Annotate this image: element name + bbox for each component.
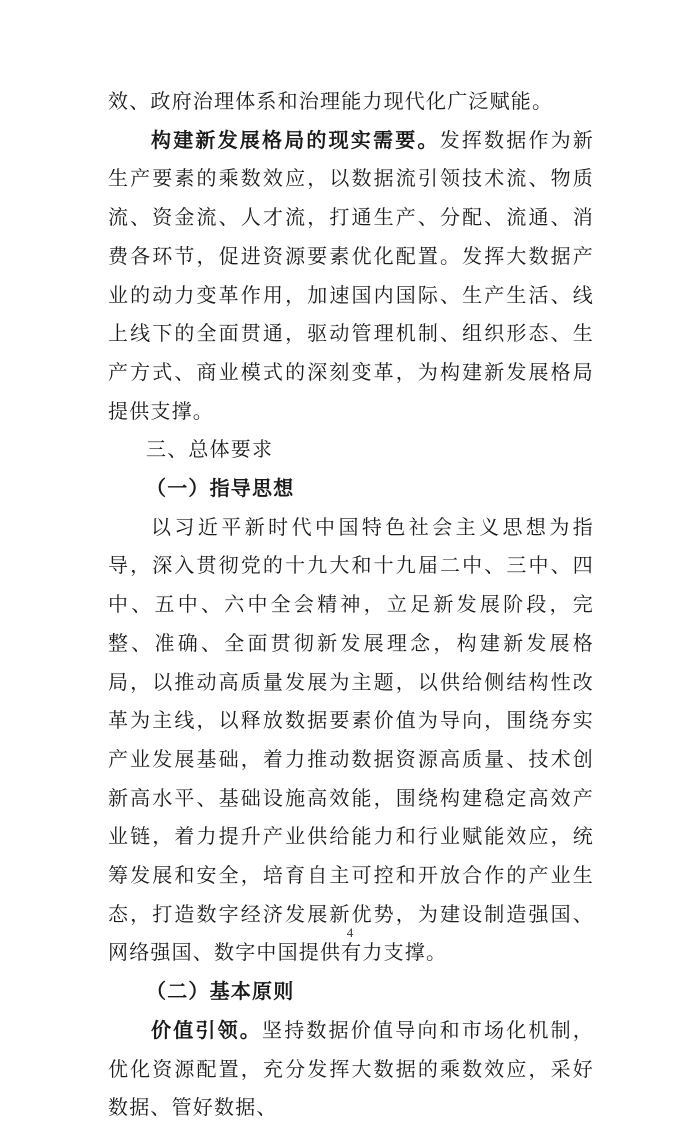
section-heading-overall-requirements: 三、总体要求 xyxy=(146,437,274,462)
paragraph-guiding-ideology: 以习近平新时代中国特色社会主义思想为指导，深入贯彻党的十九大和十九届二中、三中、四中、五中、六中全会精神，立足新发展阶段，完整、准确、全面贯彻新发展理念，构建新发展格局，以推动高质量发展为主题，以供给侧结构性改革为主线，以释放数据要素价值为导向，围绕夯实产业发展基础，着力推动数据资源高质量、技术创新高水平、基础设施高效能，围绕构建稳定高效产业链，着力提升产业供给能力和行业赋能效应，统筹发展和安全，培育自主可控和开放合作的产业生态，打造数字经济发展新优势，为建设制造强国、网络强国、数字中国提供有力支撑。 xyxy=(108,514,594,965)
subsection-heading-guiding-ideology: （一）指导思想 xyxy=(146,476,295,501)
paragraph-value-leading xyxy=(108,1011,594,1127)
subsection-heading-basic-principles: （二）基本原则 xyxy=(146,979,295,1004)
page-number: 4 xyxy=(346,925,354,940)
paragraph-continuation: 效、政府治理体系和治理能力现代化广泛赋能。 xyxy=(108,89,554,113)
paragraph-lead-new-development-pattern: 构建新发展格局的现实需要。 xyxy=(151,127,440,152)
paragraph-new-development-pattern xyxy=(108,121,594,431)
paragraph-body-new-development-pattern: 发挥数据作为新生产要素的乘数效应，以数据流引领技术流、物质流、资金流、人才流，打通生产、分配、流通、消费各环节，促进资源要素优化配置。发挥大数据产业的动力变革作用，加速国内国际、生产生活、线上线下的全面贯通，驱动管理机制、组织形态、生产方式、商业模式的深刻变革，为构建新发展格局提供支撑。 xyxy=(108,127,594,423)
paragraph-lead-value-leading: 价值引领。 xyxy=(151,1017,262,1042)
paragraph-body-value-leading: 坚持数据价值导向和市场化机制，优化资源配置，充分发挥大数据的乘数效应，采好数据、管好数据、 xyxy=(108,1017,594,1120)
